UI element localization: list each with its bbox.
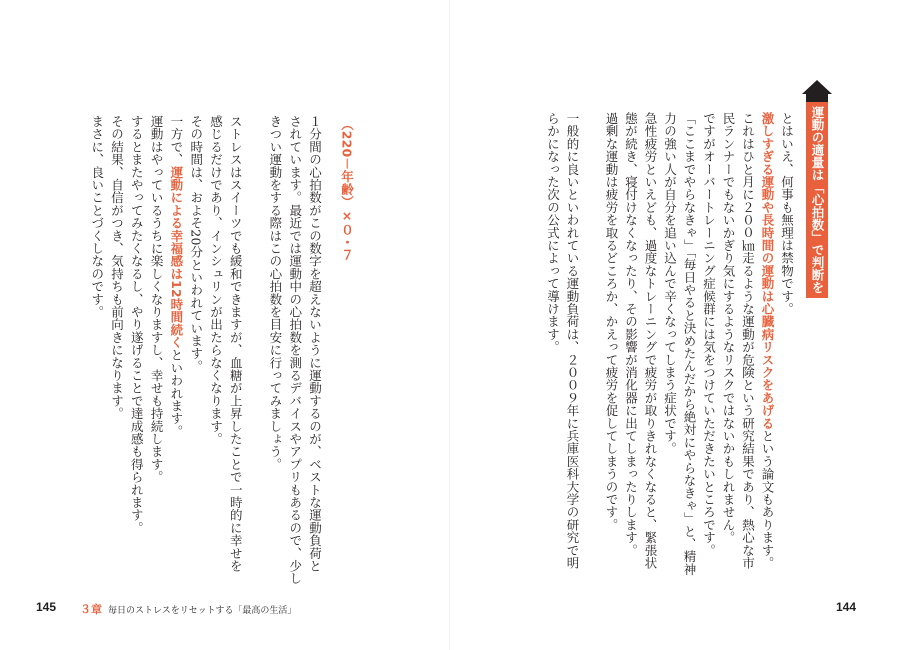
page-number-right: 144 [836, 600, 857, 614]
text-segment: 態が続き、寝付けなくなったり、その影響が消化器に出てしまったりします。 [623, 112, 639, 557]
text-line [624, 112, 637, 557]
text-line [150, 115, 163, 483]
text-line [189, 115, 202, 373]
text-segment: という論文もあります。 [760, 429, 775, 570]
heart-rate-formula: （220－年齢）×０・７ [339, 118, 355, 262]
text-segment: されています。最近では運動中の心拍数を測るデバイスやアプリもあるので、少し [287, 115, 303, 585]
text-line [663, 112, 676, 455]
text-line [229, 115, 242, 572]
text-segment: 一方で、 [168, 115, 184, 166]
page-number-left: 145 [36, 600, 57, 614]
text-segment: といわれます。 [168, 348, 184, 438]
text-segment: きつい運動をする際はこの心拍数を目安に行ってみましょう。 [267, 115, 283, 471]
text-segment: 運動はやっているうちに楽しくなりますし、幸せも持続します。 [149, 115, 165, 484]
text-segment: 急性疲労といえども、過度なトレーニングで疲労が取りきれなくなると、緊張状 [643, 112, 658, 570]
text-line [780, 112, 793, 315]
text-line [110, 115, 123, 420]
text-segment: するとまたやってみたくなるし、やり遂げることで達成感も得られます。 [129, 115, 145, 535]
text-segment: 感じるだけであり、インシュリンが出たらなくなります。 [208, 115, 224, 446]
text-segment: まさに、良いことづくしなのです。 [89, 115, 105, 319]
text-segment: ストレスはスイーツでも緩和できますが、血糖が上昇したことで一時的に幸せを [228, 115, 244, 573]
text-line [702, 112, 715, 557]
text-segment: 一般的に良いといわれている運動負荷は、２００９年に兵庫医科大学の研究で明 [565, 112, 580, 570]
house-icon [802, 80, 832, 94]
text-segment: らかになった次の公式によって導けます。 [545, 112, 561, 354]
text-line [90, 115, 103, 318]
highlighted-text: 運動による幸福感は12時間続く [168, 165, 184, 349]
text-line [288, 115, 301, 585]
text-line [130, 115, 143, 534]
text-line [683, 112, 696, 576]
text-line [169, 115, 182, 438]
text-line [268, 115, 281, 471]
running-header [80, 601, 296, 617]
text-segment: その結果、自信がつき、気持ちも前向きになります。 [109, 115, 125, 420]
text-line [741, 112, 754, 569]
text-line [209, 115, 222, 445]
text-segment: 力の強い人が自分を追い込んで辛くなってしまう症状です。 [662, 112, 678, 455]
text-segment: その時間は、およそ20分といわれています。 [188, 115, 204, 373]
chapter-number: ３章 [80, 603, 102, 616]
text-line [566, 112, 579, 569]
text-line [546, 112, 559, 353]
gutter [449, 0, 450, 650]
text-line [605, 112, 618, 531]
text-segment: とはいえ、何事も無理は禁物です。 [779, 112, 795, 316]
section-heading: 運動の適量は「心拍数」で判断を [810, 106, 825, 294]
text-line [644, 112, 657, 569]
running-title: 毎日のストレスをリセットする「最高の生活」 [108, 606, 297, 616]
text-segment: 過剰な運動は疲労を取るどころか、かえって疲労を促してしまうのです。 [604, 112, 619, 532]
text-segment: 「ここまでやらなきゃ」「毎日やると決めたんだから絶対にやらなきゃ」と、精神 [682, 112, 697, 576]
text-segment: １分間の心拍数がこの数字を超えないように運動するのが、ベストな運動負荷と [307, 115, 323, 573]
highlighted-text: 激しすぎる運動や長時間の運動は心臓病リスクをあげる [760, 112, 775, 430]
text-segment: 民ランナーでもないかぎり気にするようなリスクではないかもしれません。 [721, 112, 736, 544]
text-segment: これはひと月に２００㎞走るような運動が危険という研究結果であり、熱心な市 [740, 112, 756, 570]
text-segment: ですがオーバートレーニング症候群には気をつけていただきたいところです。 [701, 112, 717, 557]
text-line [761, 112, 774, 569]
text-line [722, 112, 735, 544]
text-line [308, 115, 321, 572]
